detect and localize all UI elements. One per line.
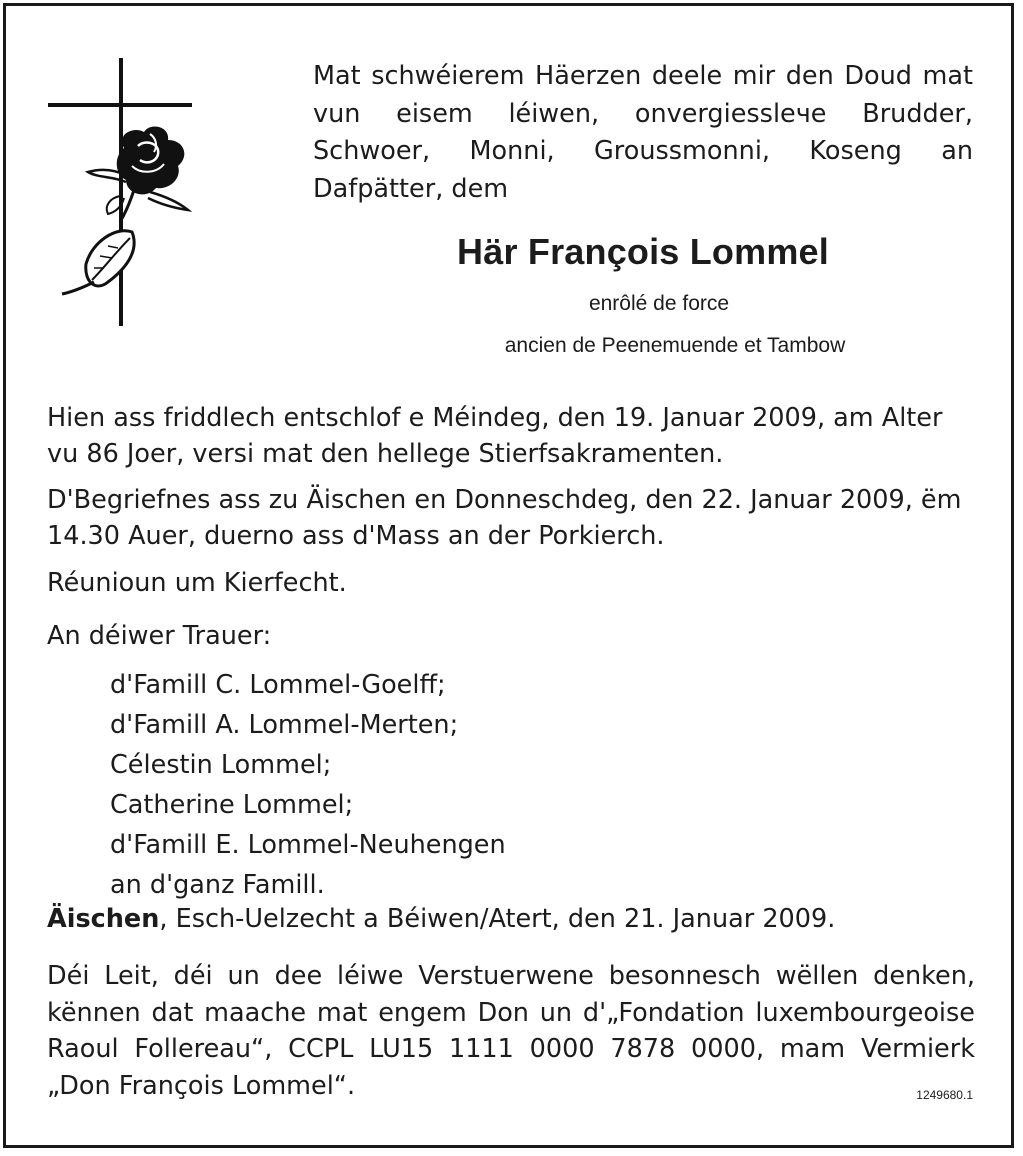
mourners-list xyxy=(110,665,810,905)
subtitle-history: ancien de Peenemuende et Tambow xyxy=(504,334,846,357)
intro-text: Mat schwéierem Häerzen deele mir den Doud mat vun eisem léiwen, onvergiesslече Brudder, Schwoer, Monni, Groussmonni, Koseng an Dafpätter, dem xyxy=(313,61,973,204)
mourner-item: d'Famill A. Lommel-Merten; xyxy=(110,710,459,740)
deceased-name: Här François Lommel xyxy=(457,231,829,272)
reference-number: 1249680.1 xyxy=(916,1088,973,1102)
place-date-line xyxy=(47,901,975,937)
mourner-item: an d'ganz Famill. xyxy=(110,870,325,900)
subtitle-enrolled: enrôlé de force xyxy=(588,292,730,315)
mourner-item: d'Famill E. Lommel-Neuhengen xyxy=(110,830,506,860)
place-rest: , Esch-Uelzecht a Béiwen/Atert, den 21. Januar 2009. xyxy=(159,904,836,934)
donation-paragraph: Déi Leit, déi un dee léiwe Verstuerwene besonnesch wëllen denken, kënnen dat maache mat engem Don un d'„Fondation luxembourgeoise Raoul Follereau“, CCPL LU15 1111 0000 7878 0000, mam Vermierk „Don François Lommel“. xyxy=(47,961,975,1101)
reunion-paragraph: Réunioun um Kierfecht. xyxy=(47,568,347,598)
mourner-item: Célestin Lommel; xyxy=(110,750,332,780)
mourner-item: d'Famill C. Lommel-Goelff; xyxy=(110,670,446,700)
mourner-item: Catherine Lommel; xyxy=(110,790,354,820)
place-bold: Äischen xyxy=(47,904,160,934)
cross-with-rose-icon xyxy=(46,56,196,328)
death-paragraph: Hien ass friddlech entschlof e Méindeg, den 19. Januar 2009, am Alter vu 86 Joer, versi mat den hellege Stierfsakramenten. xyxy=(47,403,943,469)
funeral-paragraph: D'Begriefnes ass zu Äischen en Donneschdeg, den 22. Januar 2009, ëm 14.30 Auer, duerno ass d'Mass an der Porkierch. xyxy=(47,485,962,551)
mourners-heading: An déiwer Trauer: xyxy=(47,621,272,651)
